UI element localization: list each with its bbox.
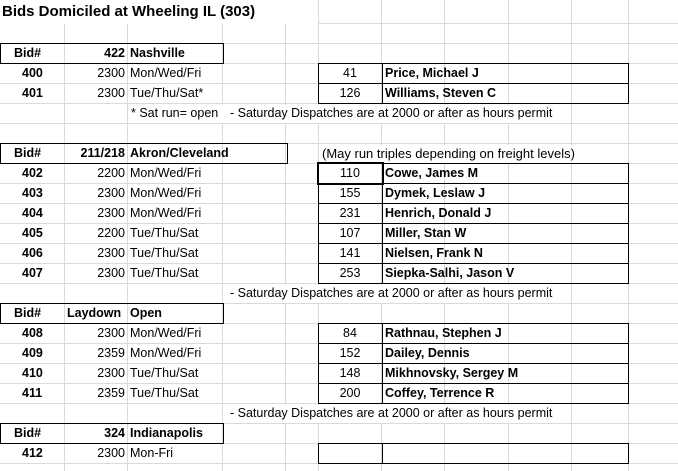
page-title: Bids Domiciled at Wheeling IL (303) [2,3,256,20]
bid-number[interactable]: 403 [22,186,43,200]
driver-name[interactable]: Dymek, Leslaw J [385,186,486,200]
run-days[interactable]: Tue/Thu/Sat [130,226,199,240]
bid-number[interactable]: 411 [22,386,43,400]
driver-name[interactable]: Dailey, Dennis [385,346,470,360]
header-route: Laydown [67,306,122,320]
bid-number[interactable]: 401 [22,86,43,100]
start-time[interactable]: 2359 [97,386,125,400]
seniority-number[interactable]: 200 [339,386,361,400]
header-bid-label: Bid# [14,306,42,320]
sat-run-note: * Sat run= open [131,106,219,120]
driver-name[interactable]: Coffey, Terrence R [385,386,495,400]
header-bid-label: Bid# [14,146,42,160]
seniority-number[interactable]: 231 [339,206,361,220]
bid-number[interactable]: 407 [22,266,43,280]
start-time[interactable]: 2359 [97,346,125,360]
dispatch-note: - Saturday Dispatches are at 2000 or after as hours permit [230,406,553,420]
header-destination: Nashville [130,46,185,60]
selected-cell[interactable] [317,162,384,185]
header-route: 422 [104,46,125,60]
start-time[interactable]: 2300 [97,186,125,200]
driver-name[interactable]: Rathnau, Stephen J [385,326,502,340]
driver-name[interactable]: Siepka-Salhi, Jason V [385,266,515,280]
start-time[interactable]: 2300 [97,266,125,280]
seniority-number[interactable]: 155 [339,186,361,200]
driver-name[interactable]: Mikhnovsky, Sergey M [385,366,519,380]
bid-number[interactable]: 404 [22,206,43,220]
gridline [127,0,128,471]
bid-number[interactable]: 409 [22,346,43,360]
seniority-number[interactable]: 41 [343,66,357,80]
gridline [0,123,678,124]
dispatch-note: - Saturday Dispatches are at 2000 or after as hours permit [230,106,553,120]
seniority-number[interactable]: 107 [339,226,361,240]
seniority-number[interactable] [318,444,382,463]
run-days[interactable]: Tue/Thu/Sat [130,246,199,260]
driver-name[interactable]: Henrich, Donald J [385,206,492,220]
run-days[interactable]: Mon/Wed/Fri [130,206,202,220]
bid-number[interactable]: 405 [22,226,43,240]
bid-number[interactable]: 412 [22,446,43,460]
dispatch-note: - Saturday Dispatches are at 2000 or after as hours permit [230,286,553,300]
run-days[interactable]: Mon/Wed/Fri [130,166,202,180]
header-destination: Akron/Cleveland [130,146,229,160]
run-days[interactable]: Tue/Thu/Sat [130,366,199,380]
seniority-number[interactable]: 148 [339,366,361,380]
run-days[interactable]: Mon/Wed/Fri [130,346,202,360]
col-border [382,443,383,464]
gridline [222,0,223,471]
bid-number[interactable]: 402 [22,166,43,180]
header-route: 211/218 [80,146,125,160]
header-bid-label: Bid# [14,426,42,440]
start-time[interactable]: 2300 [97,446,125,460]
seniority-number[interactable]: 84 [343,326,357,340]
header-bid-label: Bid# [14,46,42,60]
driver-name[interactable]: Nielsen, Frank N [385,246,483,260]
start-time[interactable]: 2300 [97,326,125,340]
driver-name[interactable]: Miller, Stan W [385,226,467,240]
run-days[interactable]: Tue/Thu/Sat* [130,86,204,100]
seniority-number[interactable]: 141 [339,246,361,260]
seniority-number[interactable]: 110 [340,166,360,180]
start-time[interactable]: 2300 [97,366,125,380]
header-destination: Indianapolis [130,426,203,440]
run-days[interactable]: Mon-Fri [130,446,174,460]
start-time[interactable]: 2200 [97,166,125,180]
driver-name[interactable]: Williams, Steven C [385,86,497,100]
header-route: 324 [104,426,125,440]
bid-number[interactable]: 410 [22,366,43,380]
driver-name[interactable]: Price, Michael J [385,66,479,80]
bid-number[interactable]: 400 [22,66,43,80]
run-days[interactable]: Mon/Wed/Fri [130,66,202,80]
col-border [382,63,383,104]
seniority-number[interactable]: 152 [339,346,361,360]
run-days[interactable]: Tue/Thu/Sat [130,266,199,280]
triples-note: (May run triples depending on freight levels) [322,146,575,161]
start-time[interactable]: 2300 [97,206,125,220]
start-time[interactable]: 2300 [97,66,125,80]
gridline [285,0,286,471]
start-time[interactable]: 2300 [97,246,125,260]
bid-number[interactable]: 406 [22,246,43,260]
start-time[interactable]: 2200 [97,226,125,240]
run-days[interactable]: Tue/Thu/Sat [130,386,199,400]
header-destination: Open [130,306,162,320]
run-days[interactable]: Mon/Wed/Fri [130,326,202,340]
bid-number[interactable]: 408 [22,326,43,340]
seniority-number[interactable]: 126 [339,86,361,100]
seniority-number[interactable]: 253 [339,266,361,280]
driver-name[interactable]: Cowe, James M [385,166,479,180]
run-days[interactable]: Mon/Wed/Fri [130,186,202,200]
start-time[interactable]: 2300 [97,86,125,100]
